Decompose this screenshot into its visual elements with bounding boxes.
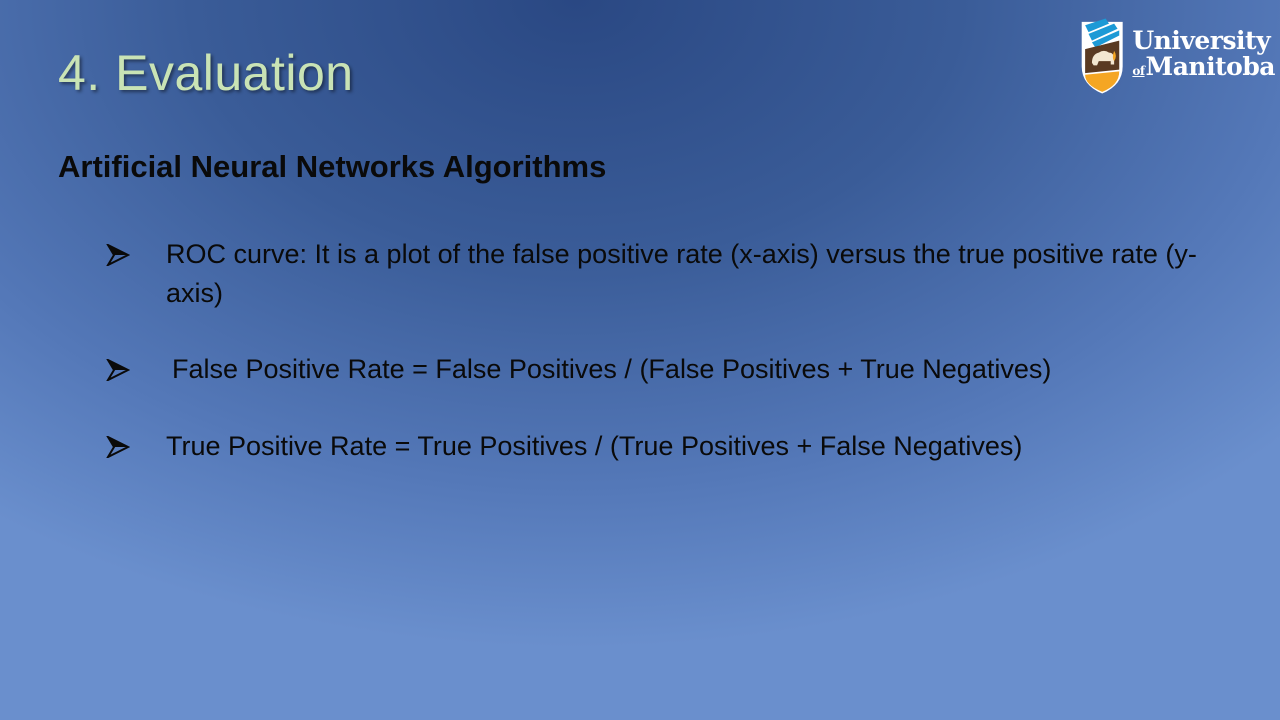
university-wordmark [1132, 25, 1275, 84]
bullet-item [106, 235, 1246, 313]
arrowhead-bullet-icon [106, 350, 166, 390]
bullet-item [106, 427, 1246, 467]
arrowhead-bullet-icon [106, 235, 166, 275]
bullet-text: False Positive Rate = False Positives / (False Positives + True Negatives) [172, 354, 1052, 384]
logo-line-university: University [1132, 25, 1271, 55]
bullet-text: True Positive Rate = True Positives / (True Positives + False Negatives) [166, 431, 1023, 461]
bison-shield-icon [1080, 10, 1124, 102]
section-heading: Artificial Neural Networks Algorithms [58, 149, 607, 184]
logo-of: of [1132, 63, 1145, 78]
bullet-item [106, 350, 1246, 390]
arrowhead-bullet-icon [106, 427, 166, 467]
bullet-text: ROC curve: It is a plot of the false positive rate (x-axis) versus the true positive rate (y-axis) [166, 239, 1197, 308]
university-logo [1080, 8, 1275, 103]
logo-line-manitoba [1132, 51, 1275, 84]
logo-manitoba: Manitoba [1145, 51, 1275, 81]
slide-title: 4. Evaluation [58, 45, 354, 101]
